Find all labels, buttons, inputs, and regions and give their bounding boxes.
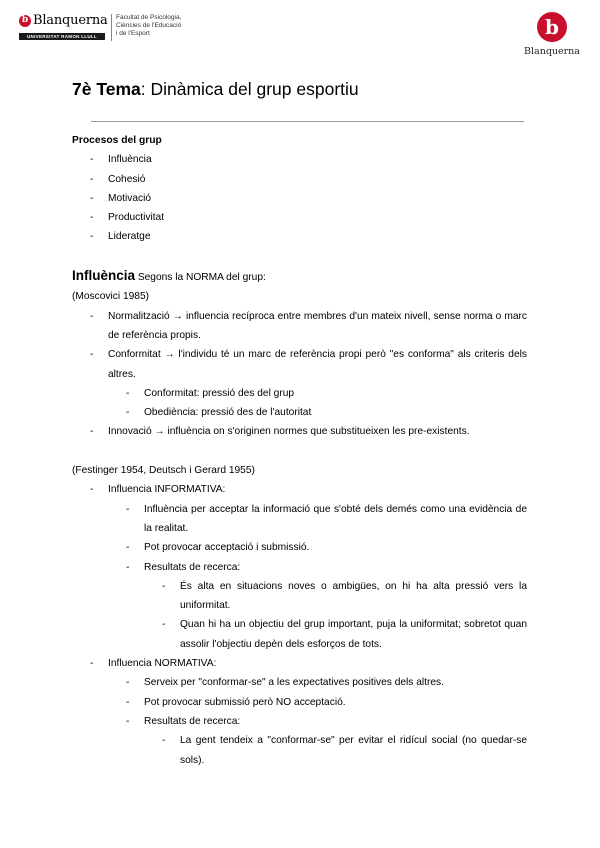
list-item: - Conformitat → l'individu té un marc de referència propi però "es conforma" als criteris dels altres.: [90, 349, 527, 380]
list-item: - Pot provocar acceptació i submissió.: [126, 542, 310, 554]
list-item: - És alta en situacions noves o ambigües, on hi ha alta pressió vers la uniformitat.: [162, 580, 527, 612]
source-citation: (Moscovici 1985): [72, 291, 149, 303]
section-heading-influencia: Influència Segons la NORMA del grup:: [72, 268, 266, 284]
list-item: - Innovació → influència on s'originen normes que substitueixen les pre-existents.: [90, 426, 470, 438]
faculty-name: [116, 14, 181, 38]
faculty-line: i de l'Esport: [116, 30, 150, 37]
document-body: [72, 131, 527, 770]
faculty-line: Ciències de l'Educació: [116, 22, 182, 29]
list-item: - Normalització → influencia recíproca entre membres d'un mateix nivell, sense norma o marc de referència propis.: [90, 310, 527, 341]
header-divider: [111, 14, 112, 41]
list-item: - Obediència: pressió des de l'autoritat: [126, 407, 312, 419]
list-item: - Pot provocar submissió però NO acceptació.: [126, 696, 346, 708]
faculty-line: Facultat de Psicologia,: [116, 14, 182, 21]
brand-name: Blanquerna: [33, 13, 108, 28]
list-item: - Resultats de recerca:: [126, 715, 241, 727]
brand-logo: [19, 13, 108, 28]
list-item: - Cohesió: [90, 173, 146, 185]
list-item: - Serveix per "conformar-se" a les expectatives positives dels altres.: [126, 677, 444, 689]
source-citation: (Festinger 1954, Deutsch i Gerard 1955): [72, 465, 255, 477]
list-item: - Resultats de recerca:: [126, 561, 241, 573]
brand-mark-large-icon: b: [537, 12, 567, 42]
list-item: - Motivació: [90, 192, 152, 204]
header-logo-right: [524, 12, 580, 62]
title-rule: [91, 121, 524, 122]
list-item: - La gent tendeix a "conformar-se" per evitar el ridícul social (no quedar-se sols).: [162, 735, 527, 766]
brand-name-right: Blanquerna: [524, 46, 580, 57]
title-bold: 7è Tema: [72, 79, 141, 99]
brand-mark-icon: b: [19, 15, 31, 27]
title-rest: : Dinàmica del grup esportiu: [140, 79, 359, 99]
list-item: - Lideratge: [90, 231, 151, 243]
header-logo-left: [19, 13, 219, 45]
university-bar: UNIVERSITAT RAMON LLULL: [19, 33, 105, 40]
section-heading-procesos: Procesos del grup: [72, 135, 162, 146]
list-item: - Influència: [90, 154, 152, 166]
list-item: - Influència per acceptar la informació que s'obté dels demés como una evidència de la realitat.: [126, 503, 527, 534]
list-item: - Productivitat: [90, 212, 165, 224]
list-item: - Influencia NORMATIVA:: [90, 658, 217, 670]
page-title: [72, 79, 359, 100]
list-item: - Influencia INFORMATIVA:: [90, 484, 226, 496]
list-item: - Conformitat: pressió des del grup: [126, 387, 295, 399]
list-item: - Quan hi ha un objectiu del grup important, puja la uniformitat; sobretot quan assolir l'objectiu depèn dels esforços de tots.: [162, 619, 527, 650]
